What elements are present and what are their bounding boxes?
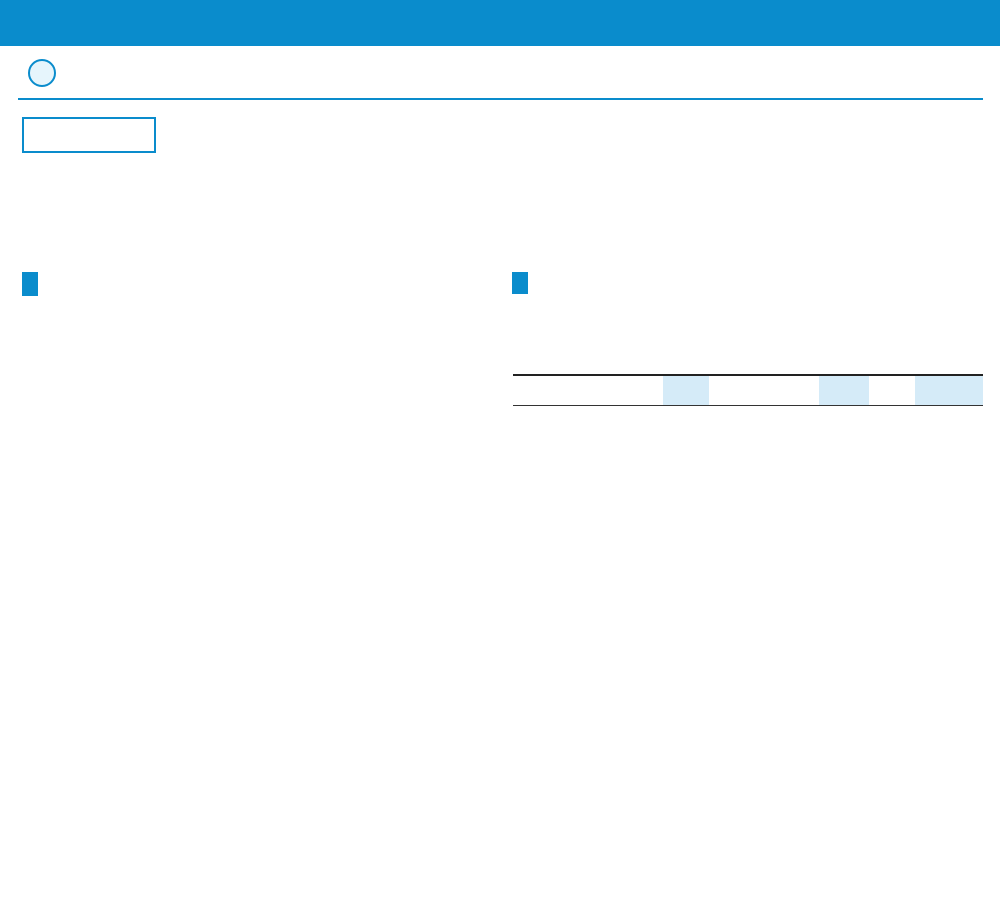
table-header bbox=[513, 375, 983, 405]
page-banner bbox=[0, 0, 1000, 46]
index-label bbox=[22, 117, 156, 153]
col-drive bbox=[869, 375, 915, 405]
col-name bbox=[513, 375, 663, 405]
col-func bbox=[709, 375, 819, 405]
range-header bbox=[22, 272, 38, 296]
title-row bbox=[18, 46, 56, 86]
color-header bbox=[512, 272, 528, 294]
title-divider bbox=[18, 98, 983, 100]
lens-color-table bbox=[513, 374, 983, 406]
col-night bbox=[915, 375, 983, 405]
mix-lens-chart bbox=[320, 712, 520, 892]
col-trans bbox=[819, 375, 869, 405]
col-cat bbox=[663, 375, 709, 405]
uv-badge-icon bbox=[28, 59, 56, 87]
production-range-chart bbox=[0, 300, 500, 740]
